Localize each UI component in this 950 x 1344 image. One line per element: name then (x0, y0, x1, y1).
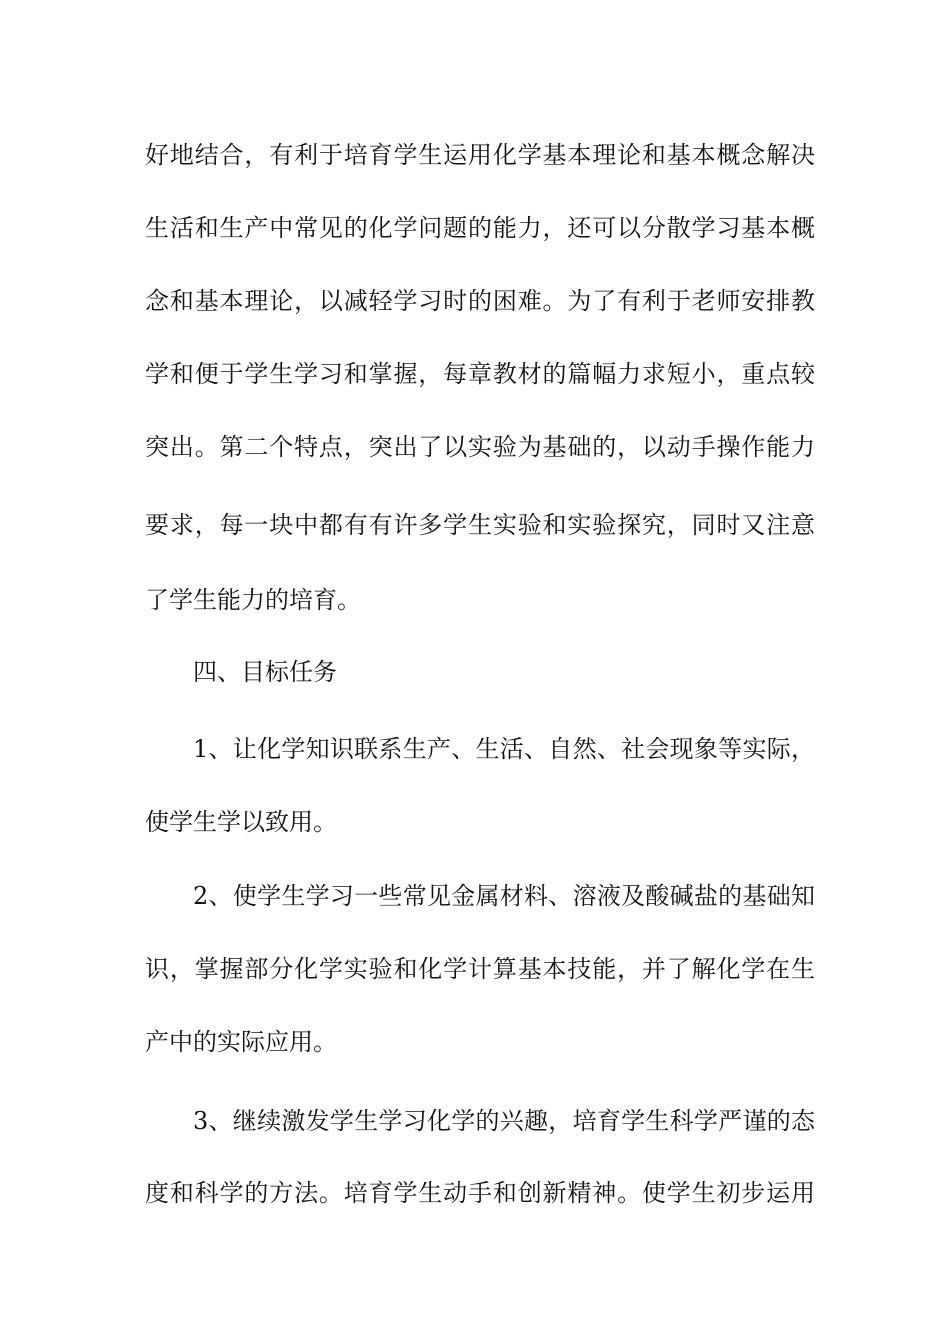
list-item-line: 产中的实际应用。 (145, 1028, 337, 1056)
list-item-line: 2、使学生学习一些常见金属材料、溶液及酸碱盐的基础知 (193, 882, 815, 910)
list-item-line: 识，掌握部分化学实验和化学计算基本技能，并了解化学在生 (145, 955, 815, 983)
paragraph-line: 学和便于学生学习和掌握，每章教材的篇幅力求短小，重点较 (145, 360, 815, 388)
paragraph-line: 了学生能力的培育。 (145, 586, 361, 614)
paragraph-line: 好地结合，有利于培育学生运用化学基本理论和基本概念解决 (145, 141, 815, 169)
list-item-line: 1、让化学知识联系生产、生活、自然、社会现象等实际， (193, 735, 815, 763)
paragraph-line: 生活和生产中常见的化学问题的能力，还可以分散学习基本概 (145, 214, 815, 242)
list-item-line: 度和科学的方法。培育学生动手和创新精神。使学生初步运用 (145, 1179, 815, 1207)
list-item-line: 3、继续激发学生学习化学的兴趣，培育学生科学严谨的态 (193, 1107, 815, 1135)
paragraph-line: 要求，每一块中都有有许多学生实验和实验探究，同时又注意 (145, 511, 815, 539)
paragraph-line: 突出。第二个特点，突出了以实验为基础的，以动手操作能力 (145, 433, 815, 461)
paragraph-line: 念和基本理论，以减轻学习时的困难。为了有利于老师安排教 (145, 287, 815, 315)
list-item-line: 使学生学以致用。 (145, 808, 337, 836)
section-heading: 四、目标任务 (193, 658, 337, 686)
